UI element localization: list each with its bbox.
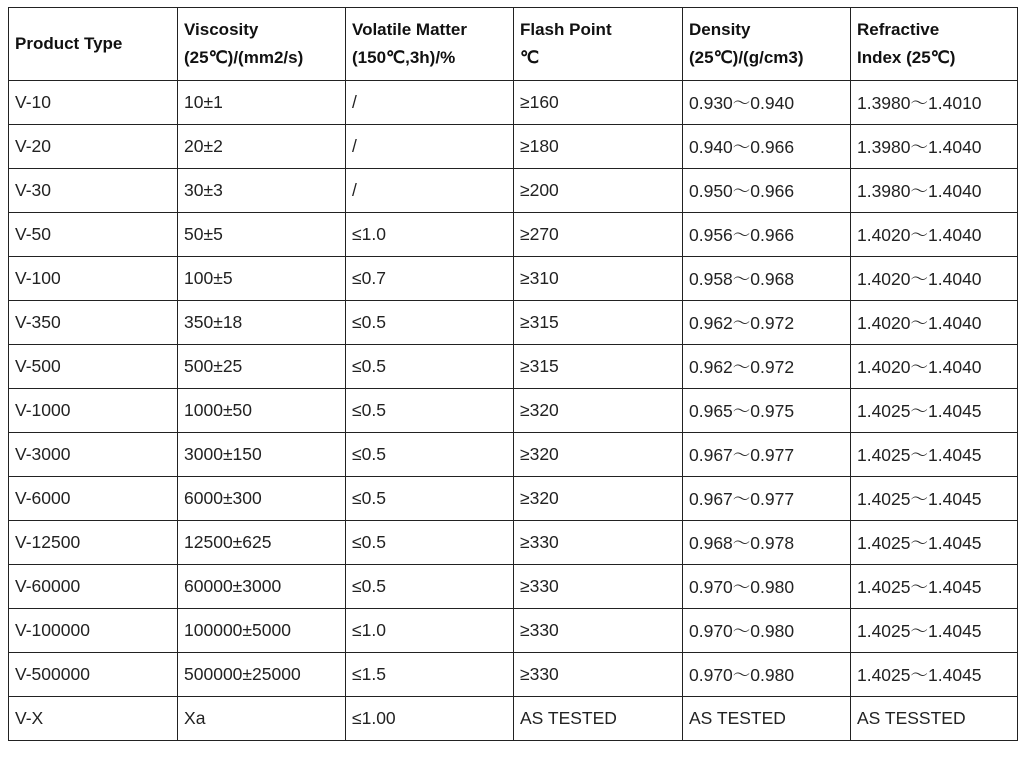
product-type-cell: V-350 [9,301,178,345]
volatile-matter-cell: ≤1.0 [346,213,514,257]
flash-point-cell: ≥330 [513,609,682,653]
header-unit: (25℃)/(mm2/s) [184,48,304,67]
table-row [9,609,1018,653]
table-header [9,8,1018,81]
header-unit: Index (25℃) [856,48,956,67]
header-flash-point [513,8,682,81]
refractive-index-cell: 1.4025～1.4045 [850,565,1017,609]
viscosity-cell: 500000±25000 [178,653,346,697]
flash-point-cell: ≥320 [513,389,682,433]
flash-point-cell: ≥310 [513,257,682,301]
refractive-index-cell: 1.3980～1.4010 [850,81,1017,125]
table-row [9,653,1018,697]
header-label: Viscosity [184,20,259,39]
product-type-cell: V-100000 [9,609,178,653]
flash-point-cell: ≥200 [513,169,682,213]
flash-point-cell: ≥330 [513,521,682,565]
viscosity-cell: 100000±5000 [178,609,346,653]
density-cell: 0.970～0.980 [683,653,851,697]
table-row [9,213,1018,257]
refractive-index-cell: 1.4020～1.4040 [850,257,1017,301]
volatile-matter-cell: / [346,81,514,125]
density-cell: AS TESTED [683,697,851,741]
header-label: Flash Point [519,20,612,39]
density-cell: 0.962～0.972 [683,345,851,389]
refractive-index-cell: 1.4020～1.4040 [850,301,1017,345]
product-type-cell: V-50 [9,213,178,257]
header-density [683,8,851,81]
table-row [9,81,1018,125]
viscosity-cell: 6000±300 [178,477,346,521]
viscosity-cell: Xa [178,697,346,741]
refractive-index-cell: 1.4025～1.4045 [850,433,1017,477]
viscosity-cell: 100±5 [178,257,346,301]
density-cell: 0.965～0.975 [683,389,851,433]
product-type-cell: V-60000 [9,565,178,609]
refractive-index-cell: 1.3980～1.4040 [850,125,1017,169]
flash-point-cell: ≥180 [513,125,682,169]
refractive-index-cell: 1.4025～1.4045 [850,521,1017,565]
volatile-matter-cell: ≤0.5 [346,521,514,565]
volatile-matter-cell: / [346,169,514,213]
table-row [9,565,1018,609]
table-row [9,169,1018,213]
volatile-matter-cell: ≤1.0 [346,609,514,653]
flash-point-cell: ≥320 [513,433,682,477]
viscosity-cell: 12500±625 [178,521,346,565]
product-type-cell: V-30 [9,169,178,213]
refractive-index-cell: AS TESSTED [850,697,1017,741]
table-row [9,521,1018,565]
volatile-matter-cell: ≤0.5 [346,345,514,389]
table-row [9,125,1018,169]
density-cell: 0.950～0.966 [683,169,851,213]
product-type-cell: V-12500 [9,521,178,565]
density-cell: 0.956～0.966 [683,213,851,257]
viscosity-cell: 500±25 [178,345,346,389]
header-unit: (150℃,3h)/% [352,48,456,67]
header-product-type [9,8,178,81]
refractive-index-cell: 1.4025～1.4045 [850,477,1017,521]
table-row [9,345,1018,389]
volatile-matter-cell: ≤0.5 [346,477,514,521]
table-row [9,301,1018,345]
flash-point-cell: ≥330 [513,653,682,697]
product-type-cell: V-6000 [9,477,178,521]
density-cell: 0.967～0.977 [683,477,851,521]
product-type-cell: V-10 [9,81,178,125]
viscosity-cell: 10±1 [178,81,346,125]
table-row [9,257,1018,301]
header-row [9,8,1018,81]
density-cell: 0.958～0.968 [683,257,851,301]
product-type-cell: V-20 [9,125,178,169]
volatile-matter-cell: ≤1.00 [346,697,514,741]
volatile-matter-cell: ≤0.5 [346,389,514,433]
table-row [9,433,1018,477]
density-cell: 0.930～0.940 [683,81,851,125]
density-cell: 0.940～0.966 [683,125,851,169]
flash-point-cell: ≥270 [513,213,682,257]
header-label: Refractive [856,20,940,39]
volatile-matter-cell: ≤0.5 [346,433,514,477]
header-label: Product Type [15,34,123,53]
volatile-matter-cell: ≤0.7 [346,257,514,301]
volatile-matter-cell: / [346,125,514,169]
flash-point-cell: ≥320 [513,477,682,521]
product-type-cell: V-100 [9,257,178,301]
product-type-cell: V-500000 [9,653,178,697]
flash-point-cell: ≥315 [513,301,682,345]
refractive-index-cell: 1.4025～1.4045 [850,389,1017,433]
viscosity-cell: 60000±3000 [178,565,346,609]
density-cell: 0.970～0.980 [683,609,851,653]
refractive-index-cell: 1.4025～1.4045 [850,609,1017,653]
product-type-cell: V-X [9,697,178,741]
table-row [9,389,1018,433]
viscosity-cell: 30±3 [178,169,346,213]
refractive-index-cell: 1.4020～1.4040 [850,213,1017,257]
volatile-matter-cell: ≤1.5 [346,653,514,697]
product-type-cell: V-3000 [9,433,178,477]
header-unit: (25℃)/(g/cm3) [689,48,804,67]
header-label: Volatile Matter [352,20,467,39]
viscosity-cell: 350±18 [178,301,346,345]
flash-point-cell: AS TESTED [513,697,682,741]
header-volatile-matter [346,8,514,81]
refractive-index-cell: 1.4025～1.4045 [850,653,1017,697]
density-cell: 0.962～0.972 [683,301,851,345]
product-type-cell: V-500 [9,345,178,389]
header-viscosity [178,8,346,81]
density-cell: 0.967～0.977 [683,433,851,477]
density-cell: 0.968～0.978 [683,521,851,565]
volatile-matter-cell: ≤0.5 [346,301,514,345]
refractive-index-cell: 1.4020～1.4040 [850,345,1017,389]
header-unit: ℃ [519,48,540,67]
viscosity-cell: 50±5 [178,213,346,257]
table-row [9,477,1018,521]
density-cell: 0.970～0.980 [683,565,851,609]
table-row [9,697,1018,741]
product-spec-table [8,7,1018,741]
viscosity-cell: 20±2 [178,125,346,169]
flash-point-cell: ≥315 [513,345,682,389]
refractive-index-cell: 1.3980～1.4040 [850,169,1017,213]
volatile-matter-cell: ≤0.5 [346,565,514,609]
header-refractive-index [850,8,1017,81]
header-label: Density [689,20,751,39]
product-type-cell: V-1000 [9,389,178,433]
viscosity-cell: 3000±150 [178,433,346,477]
table-body [9,81,1018,741]
flash-point-cell: ≥330 [513,565,682,609]
viscosity-cell: 1000±50 [178,389,346,433]
flash-point-cell: ≥160 [513,81,682,125]
